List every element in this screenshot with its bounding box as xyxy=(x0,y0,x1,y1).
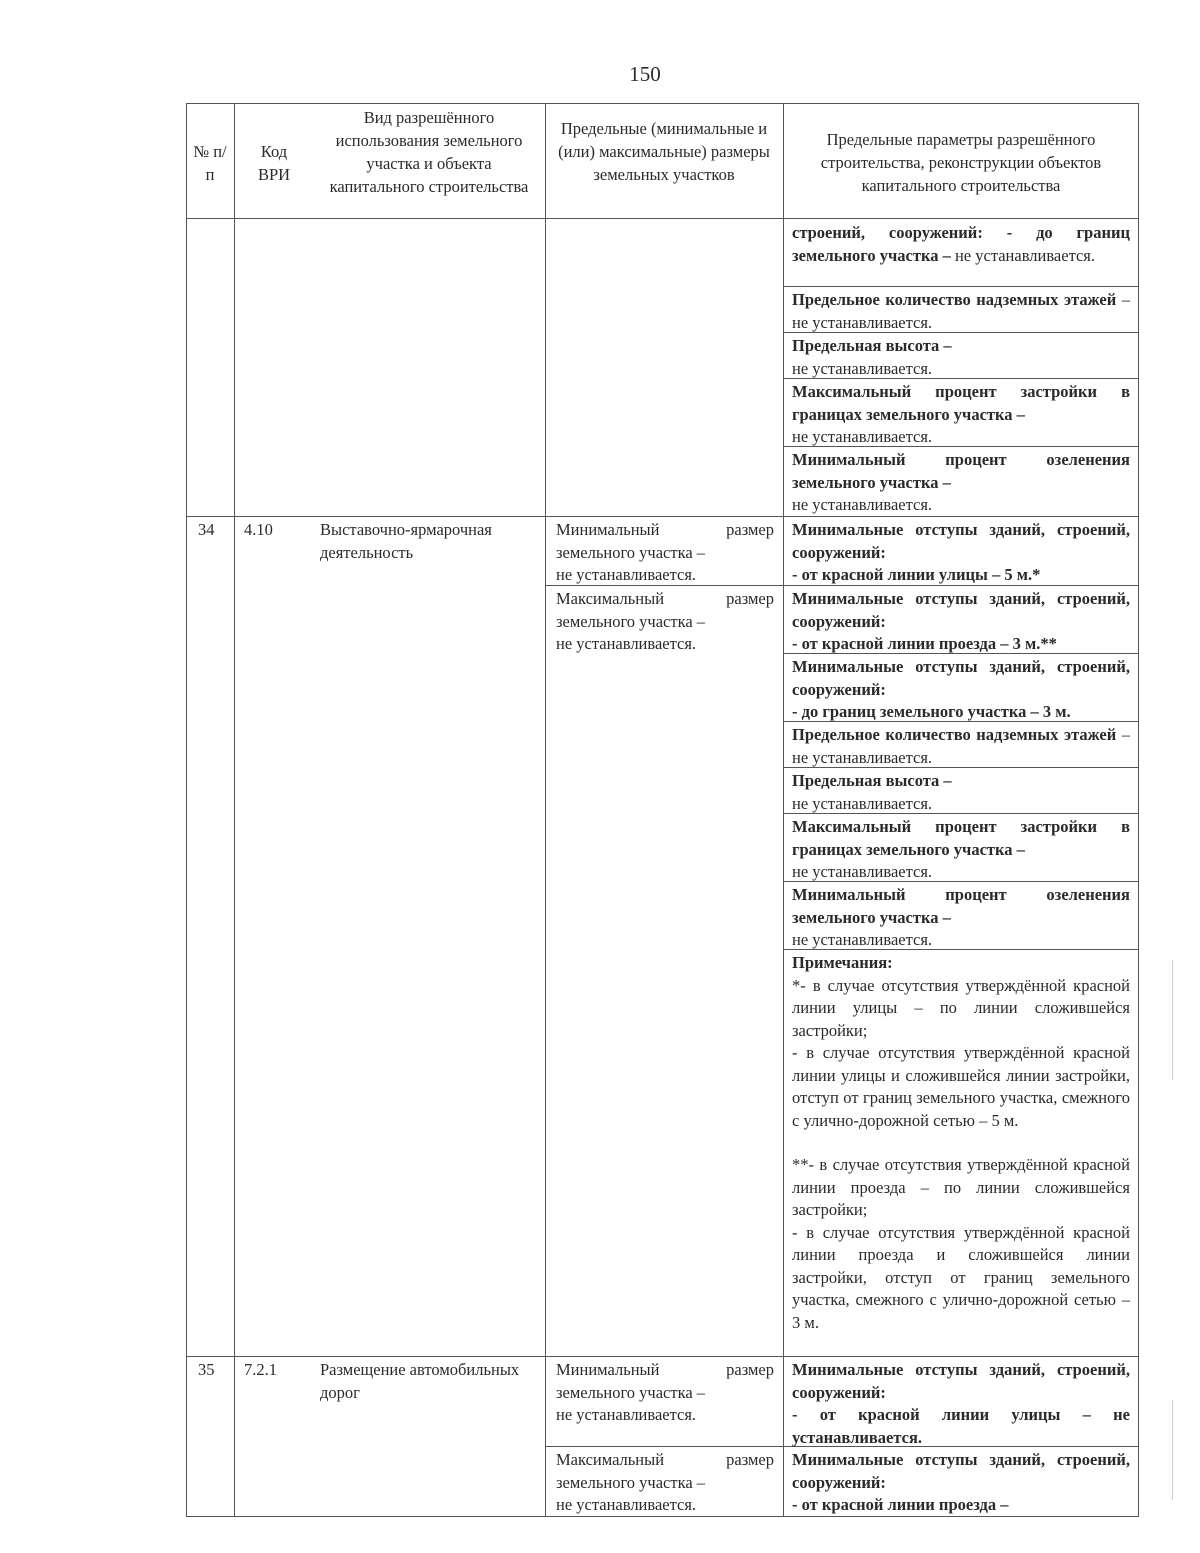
row34-p7a: Минимальный процент озеленения земельного участка – xyxy=(792,885,1130,927)
row34-max-b: не устанавливается. xyxy=(556,634,697,653)
row35-max-a: Максимальный размер земельного участка – xyxy=(556,1450,774,1492)
row34-p5a: Предельная высота – xyxy=(792,771,952,790)
row35-p1a: Минимальные отступы зданий, строений, сооружений: xyxy=(792,1360,1130,1402)
cont-p1c: не устанавливается. xyxy=(954,245,1096,265)
row35-min-a: Минимальный размер земельного участка – xyxy=(556,1360,774,1402)
notes-spacer xyxy=(792,1132,1130,1154)
page-number: 150 xyxy=(629,62,661,86)
cont-param-floors xyxy=(792,289,1130,334)
row35-use: Размещение автомобильных дорог xyxy=(320,1360,520,1402)
row34-param-setback-driveway xyxy=(792,588,1130,656)
cont-param-setback xyxy=(792,222,1130,267)
cont-p1a: строений, сооружений: xyxy=(792,223,983,242)
row34-note2: - в случае отсутствия утверждённой красной линии улицы и сложившейся линии застройки, отступ от границ земельного участка, смежного с улично-дорожной сетью – 5 м. xyxy=(792,1043,1130,1130)
row35-p2a: Минимальные отступы зданий, строений, сооружений: xyxy=(792,1450,1130,1492)
row34-use: Выставочно-ярмарочная деятельность xyxy=(320,520,492,562)
header-code: Код ВРИ xyxy=(257,142,291,184)
row34-p7b: не устанавливается. xyxy=(792,930,933,949)
row34-min-a: Минимальный размер земельного участка – xyxy=(556,520,774,562)
row34-p3b: - до границ земельного участка – 3 м. xyxy=(792,702,1071,721)
header-params: Предельные параметры разрешённого строительства, реконструкции объектов капитального строительства xyxy=(820,130,1102,195)
row34-p6a: Максимальный процент застройки в границах земельного участка – xyxy=(792,817,1130,859)
row34-max-size xyxy=(556,588,774,656)
cont-p3a: Предельная высота – xyxy=(792,336,952,355)
cont-p5b: не устанавливается. xyxy=(792,495,933,514)
row34-min-size xyxy=(556,519,774,587)
cont-p4a: Максимальный процент застройки в границах земельного участка – xyxy=(792,382,1130,424)
row35-p2b: - от красной линии проезда – xyxy=(792,1495,1009,1514)
row34-note4: - в случае отсутствия утверждённой красной линии проезда и сложившейся линии застройки, отступ от границ земельного участка, смежного с улично-дорожной сетью – 3 м. xyxy=(792,1222,1130,1332)
row35-param-setback-driveway xyxy=(792,1449,1130,1517)
scan-artifact xyxy=(1172,1400,1173,1500)
row34-note1: *- в случае отсутствия утверждённой красной линии улицы – по линии сложившейся застройки; xyxy=(792,975,1130,1040)
row34-num: 34 xyxy=(198,520,215,539)
row34-p5b: не устанавливается. xyxy=(792,793,933,813)
row35-code: 7.2.1 xyxy=(244,1360,277,1379)
row34-param-build-percent xyxy=(792,816,1130,884)
row35-num: 35 xyxy=(198,1360,215,1379)
cont-param-build-percent xyxy=(792,381,1130,449)
row35-max-b: не устанавливается. xyxy=(556,1495,697,1514)
cont-param-green-percent xyxy=(792,449,1130,517)
cont-param-height xyxy=(792,335,1130,380)
row34-param-floors xyxy=(792,724,1130,769)
row34-p1b: - от красной линии улицы – 5 м.* xyxy=(792,565,1041,584)
row34-param-height xyxy=(792,770,1130,815)
row34-param-setback-boundary xyxy=(792,656,1130,724)
row34-p4b: – не устанавливается. xyxy=(792,725,1130,767)
header-sizes: Предельные (минимальные и (или) максимальные) размеры земельных участков xyxy=(558,119,770,184)
cont-p5a: Минимальный процент озеленения земельного участка – xyxy=(792,450,1130,492)
cont-p3b: не устанавливается. xyxy=(792,358,933,378)
row34-p4a: Предельное количество надземных этажей xyxy=(792,725,1117,744)
row34-p2b: - от красной линии проезда – 3 м.** xyxy=(792,634,1057,653)
row35-min-size xyxy=(556,1359,774,1427)
row34-param-setback-street xyxy=(792,519,1130,587)
header-use: Вид разрешённого использования земельного участка и объекта капитального строительства xyxy=(329,108,529,196)
row34-max-a: Максимальный размер земельного участка – xyxy=(556,589,774,631)
row35-p1b: - от красной линии улицы – не устанавливается. xyxy=(792,1405,1130,1447)
cont-p4b: не устанавливается. xyxy=(792,427,933,446)
scan-artifact xyxy=(1172,960,1173,1080)
row34-notes-title: Примечания: xyxy=(792,953,893,972)
row34-code: 4.10 xyxy=(244,520,273,539)
row34-min-b: не устанавливается. xyxy=(556,565,697,584)
row34-notes xyxy=(792,952,1130,1334)
row35-max-size xyxy=(556,1449,774,1517)
row35-param-setback-street xyxy=(792,1359,1130,1449)
row34-p2a: Минимальные отступы зданий, строений, сооружений: xyxy=(792,589,1130,631)
cont-p1b: - до границ земельного участка – xyxy=(792,223,1130,265)
cont-p2b: – не устанавливается. xyxy=(792,290,1130,332)
row34-param-green-percent xyxy=(792,884,1130,952)
row34-p3a: Минимальные отступы зданий, строений, сооружений: xyxy=(792,657,1130,699)
row34-note3: **- в случае отсутствия утверждённой красной линии проезда – по линии сложившейся застройки; xyxy=(792,1155,1130,1219)
header-num: № п/п xyxy=(193,142,227,184)
row34-p6b: не устанавливается. xyxy=(792,862,933,881)
row35-min-b: не устанавливается. xyxy=(556,1405,697,1424)
cont-p2a: Предельное количество надземных этажей xyxy=(792,290,1117,309)
row34-p1a: Минимальные отступы зданий, строений, сооружений: xyxy=(792,520,1130,562)
